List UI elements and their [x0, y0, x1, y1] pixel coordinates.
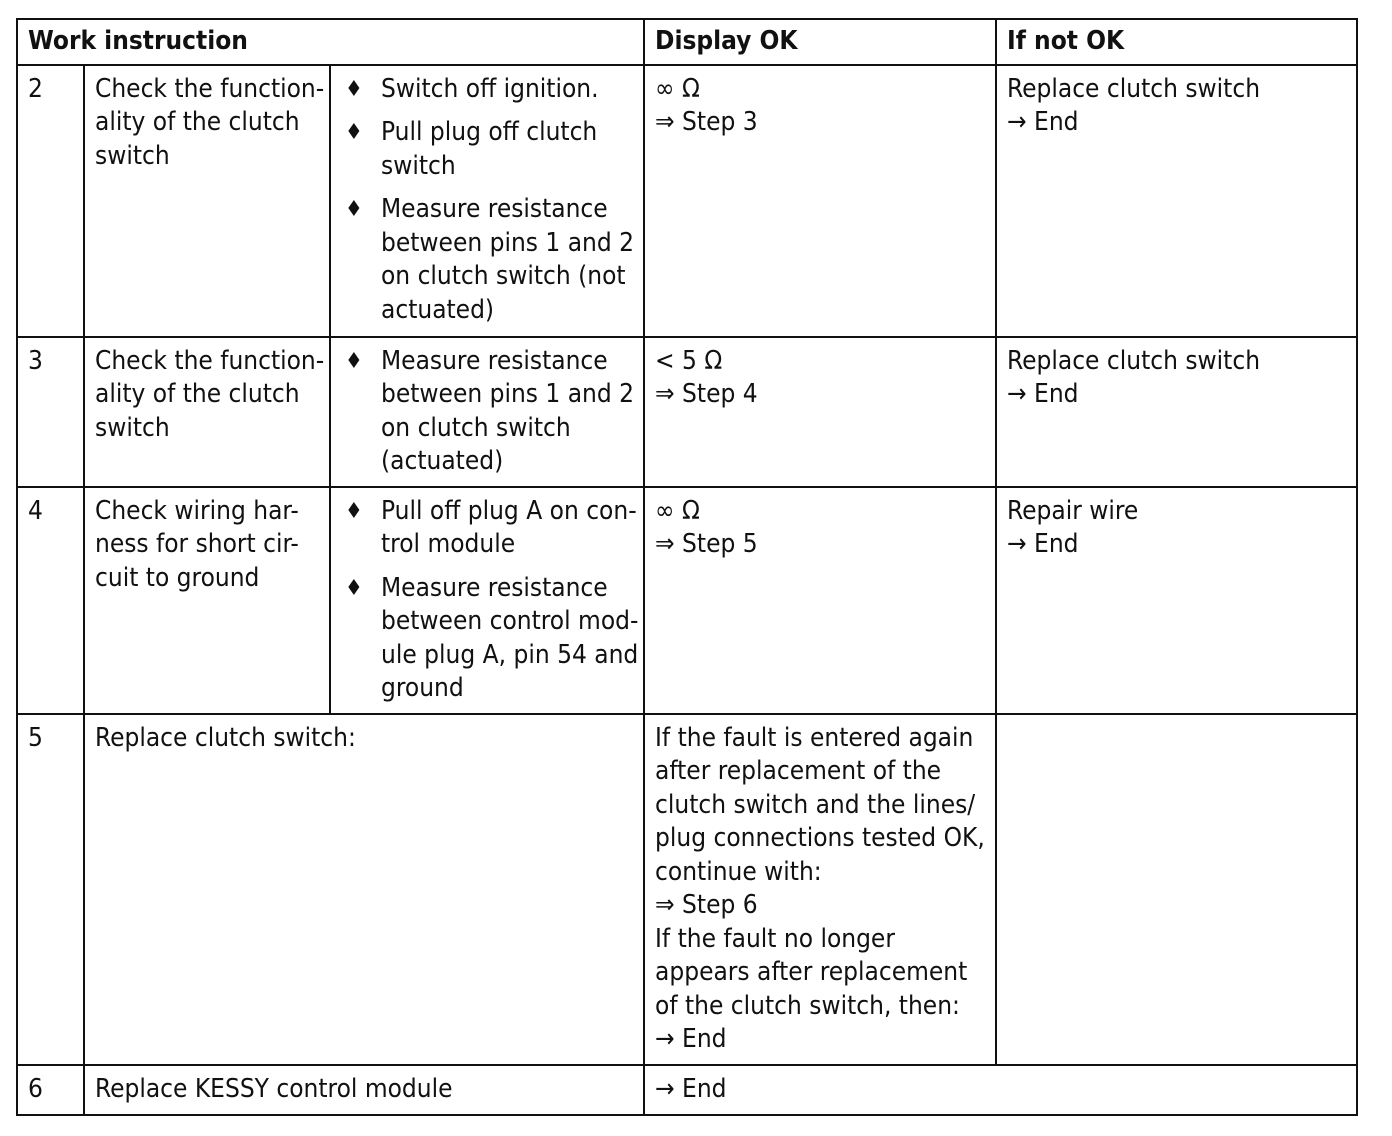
if-not-ok-cell — [996, 337, 1357, 487]
text-line: Check wiring har- — [95, 495, 299, 526]
text-line: of the clutch switch, then: — [655, 990, 960, 1021]
text-line: cuit to ground — [95, 562, 260, 593]
text-line: → End — [655, 1024, 727, 1054]
text-line: Replace clutch switch: — [95, 722, 356, 753]
text-line: Replace clutch switch — [1007, 73, 1261, 104]
diamond-bullet-icon: ♦ — [345, 120, 363, 145]
step-number: 4 — [17, 487, 84, 714]
action-list — [341, 73, 633, 328]
text-line: ⇒ Step 4 — [655, 379, 758, 409]
text-line: If the fault no longer — [655, 923, 895, 954]
work-instruction-table — [16, 18, 1358, 1116]
table-row — [17, 487, 1357, 714]
text-line: actuated) — [381, 294, 495, 325]
step-number: 3 — [17, 337, 84, 487]
task-description — [84, 1065, 644, 1115]
text-line: ⇒ Step 5 — [655, 529, 758, 559]
display-ok-cell — [644, 337, 996, 487]
list-item — [341, 193, 633, 327]
text-line: < 5 Ω — [655, 345, 723, 376]
text-line: after replacement of the — [655, 756, 942, 786]
text-line: ∞ Ω — [655, 495, 700, 526]
task-description — [84, 714, 644, 1065]
text-line: ∞ Ω — [655, 73, 700, 104]
step-number: 2 — [17, 65, 84, 337]
text-line: trol module — [381, 529, 516, 559]
text-line: between pins 1 and 2 — [381, 379, 635, 409]
text-line: ality of the clutch — [95, 379, 300, 409]
display-ok-cell — [644, 487, 996, 714]
header-if-not-ok: If not OK — [996, 19, 1357, 65]
display-ok-cell — [644, 714, 996, 1065]
text-line: Switch off ignition. — [381, 73, 599, 104]
task-description — [84, 487, 330, 714]
text-line: ness for short cir- — [95, 529, 299, 559]
text-line: ality of the clutch — [95, 107, 300, 137]
text-line: ⇒ Step 6 — [655, 890, 758, 920]
text-line: on clutch switch — [381, 412, 571, 443]
text-line: continue with: — [655, 856, 822, 887]
text-line: appears after replacement — [655, 957, 968, 987]
if-not-ok-cell — [996, 487, 1357, 714]
list-item — [341, 345, 633, 479]
result-cell — [644, 1065, 1357, 1115]
text-line: switch — [381, 150, 456, 181]
text-line: between control mod- — [381, 606, 639, 636]
text-line: switch — [95, 140, 170, 171]
text-line: switch — [95, 412, 170, 443]
text-line: Replace clutch switch — [1007, 345, 1261, 376]
action-list-cell — [330, 487, 644, 714]
list-item — [341, 116, 633, 183]
text-line: → End — [1007, 529, 1079, 559]
header-work-instruction: Work instruction — [17, 19, 644, 65]
step-number: 5 — [17, 714, 84, 1065]
table-row — [17, 714, 1357, 1065]
text-line: between pins 1 and 2 — [381, 227, 635, 258]
text-line: (actuated) — [381, 446, 504, 476]
text-line: Repair wire — [1007, 495, 1139, 526]
text-line: Check the function- — [95, 73, 325, 104]
text-line: Measure resistance — [381, 345, 608, 376]
header-display-ok: Display OK — [644, 19, 996, 65]
diamond-bullet-icon: ♦ — [345, 197, 363, 222]
text-line: ⇒ Step 3 — [655, 107, 758, 137]
display-ok-cell — [644, 65, 996, 337]
text-line: ule plug A, pin 54 and — [381, 639, 639, 670]
diamond-bullet-icon: ♦ — [345, 76, 363, 102]
list-item — [341, 495, 637, 562]
table-row — [17, 65, 1357, 337]
if-not-ok-cell — [996, 714, 1357, 1065]
action-list — [341, 345, 633, 479]
diamond-bullet-icon: ♦ — [345, 348, 363, 374]
text-line: Replace KESSY control module — [95, 1073, 453, 1104]
task-description — [84, 65, 330, 337]
text-line: → End — [655, 1073, 727, 1104]
diamond-bullet-icon: ♦ — [345, 498, 363, 524]
text-line: clutch switch and the lines/ — [655, 789, 976, 820]
text-line: ground — [381, 673, 464, 703]
text-line: Check the function- — [95, 345, 325, 376]
text-line: plug connections tested OK, — [655, 823, 985, 853]
list-item — [341, 572, 639, 706]
text-line: on clutch switch (not — [381, 261, 626, 291]
action-list-cell — [330, 337, 644, 487]
text-line: Measure resistance — [381, 194, 608, 224]
table-header-row — [17, 19, 1357, 65]
table-row — [17, 337, 1357, 487]
text-line: Measure resistance — [381, 572, 608, 603]
list-item — [341, 73, 633, 107]
text-line: → End — [1007, 379, 1079, 409]
table-row — [17, 1065, 1357, 1115]
text-line: Pull plug off clutch — [381, 117, 598, 147]
if-not-ok-cell — [996, 65, 1357, 337]
text-line: If the fault is entered again — [655, 722, 974, 753]
text-line: Pull off plug A on con- — [381, 495, 637, 526]
action-list-cell — [330, 65, 644, 337]
text-line: → End — [1007, 107, 1079, 137]
action-list — [341, 495, 639, 706]
task-description — [84, 337, 330, 487]
diamond-bullet-icon: ♦ — [345, 575, 363, 601]
step-number: 6 — [17, 1065, 84, 1115]
